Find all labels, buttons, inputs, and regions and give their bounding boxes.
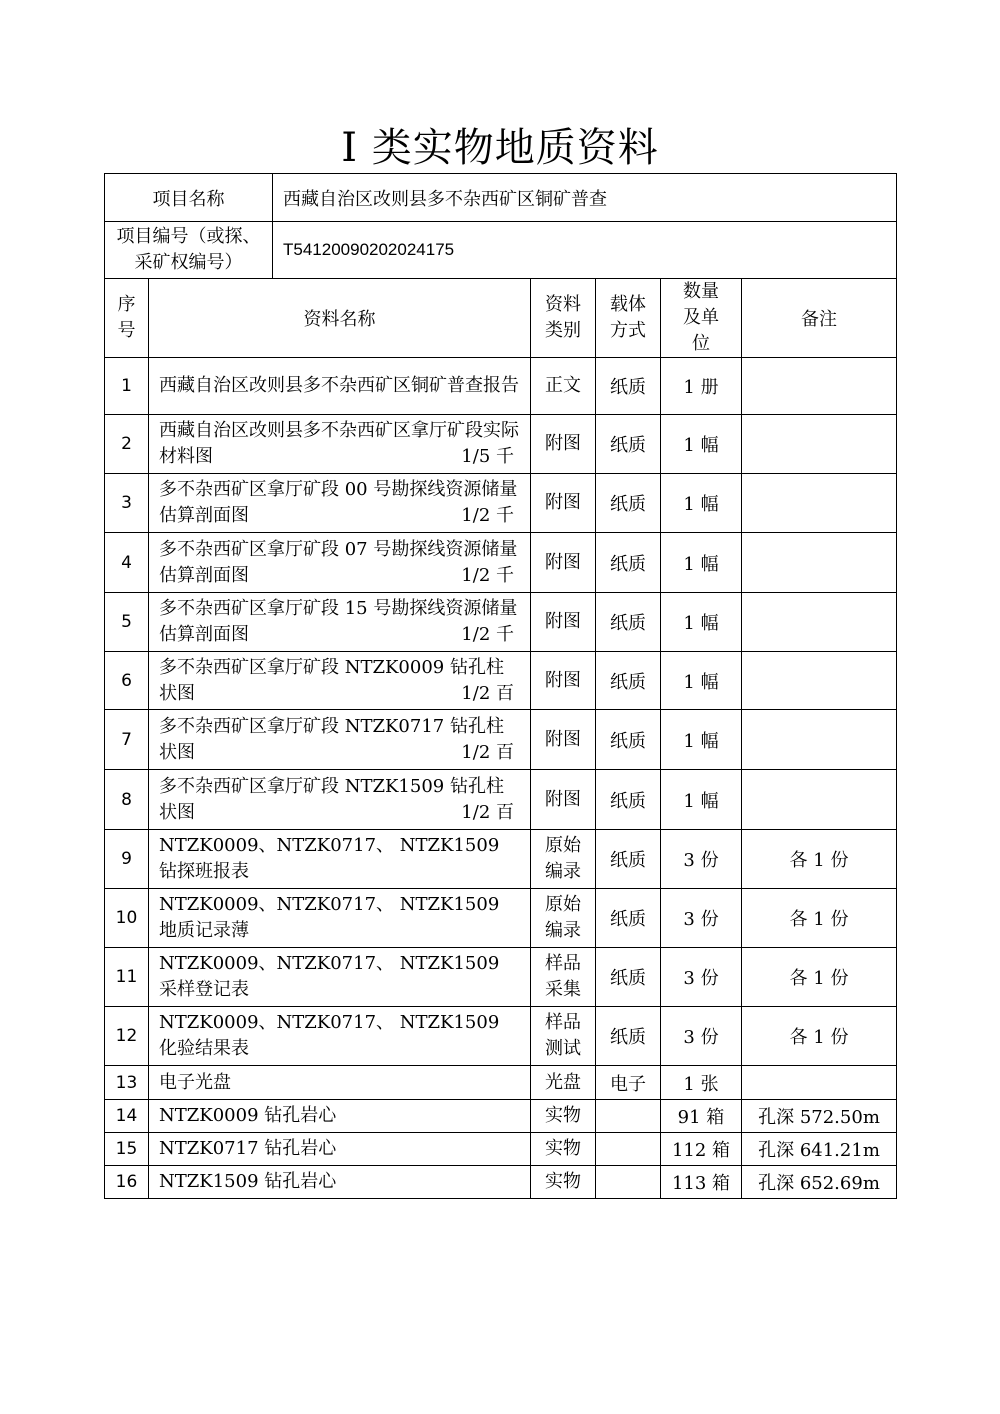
row-qty: 1 幅 xyxy=(661,533,742,593)
row-note: 各 1 份 xyxy=(742,889,897,948)
row-qty: 113 箱 xyxy=(661,1166,742,1199)
row-seq: 11 xyxy=(105,948,149,1007)
row-note xyxy=(742,474,897,533)
row-medium: 纸质 xyxy=(596,770,661,830)
row-name-text: NTZK0717 钻孔岩心 xyxy=(159,1138,337,1159)
table-row xyxy=(105,593,897,652)
row-type: 实物 xyxy=(531,1166,596,1199)
row-note: 各 1 份 xyxy=(742,948,897,1007)
row-qty: 1 张 xyxy=(661,1066,742,1100)
row-qty: 1 幅 xyxy=(661,710,742,770)
row-scale: 1/2 百 xyxy=(461,741,514,763)
row-name-text: 多不杂西矿区拿厅矿段 15 号勘探线资源储量估算剖面图 xyxy=(159,598,518,645)
row-seq: 7 xyxy=(105,710,149,770)
table-row xyxy=(105,710,897,770)
table-row xyxy=(105,1100,897,1133)
row-name-text: 多不杂西矿区拿厅矿段 NTZK1509 钻孔柱状图 xyxy=(159,775,504,823)
table-row xyxy=(105,1166,897,1199)
row-name-text: NTZK0009、NTZK0717、 NTZK1509 钻探班报表 xyxy=(159,835,500,882)
project-code-value: T54120090202024175 xyxy=(273,222,897,279)
row-name-text: 多不杂西矿区拿厅矿段 NTZK0009 钻孔柱状图 xyxy=(159,656,504,704)
row-medium xyxy=(596,1133,661,1166)
row-medium: 纸质 xyxy=(596,358,661,415)
row-type: 附图 xyxy=(531,710,596,770)
row-name-text: NTZK0009 钻孔岩心 xyxy=(159,1105,337,1126)
row-medium: 纸质 xyxy=(596,830,661,889)
row-note: 孔深 652.69m xyxy=(742,1166,897,1199)
table-row xyxy=(105,415,897,474)
row-seq: 1 xyxy=(105,358,149,415)
row-type: 原始编录 xyxy=(531,830,596,889)
table-row xyxy=(105,948,897,1007)
row-qty: 1 幅 xyxy=(661,652,742,710)
row-qty: 3 份 xyxy=(661,948,742,1007)
row-medium: 纸质 xyxy=(596,474,661,533)
project-name-label: 项目名称 xyxy=(105,174,273,222)
row-type: 附图 xyxy=(531,593,596,652)
row-name-text: 多不杂西矿区拿厅矿段 00 号勘探线资源储量估算剖面图 xyxy=(159,479,518,526)
row-seq: 2 xyxy=(105,415,149,474)
row-name xyxy=(149,533,531,593)
row-name xyxy=(149,889,531,948)
row-seq: 14 xyxy=(105,1100,149,1133)
row-name-text: 多不杂西矿区拿厅矿段 07 号勘探线资源储量估算剖面图 xyxy=(159,538,518,586)
row-name xyxy=(149,593,531,652)
row-name xyxy=(149,710,531,770)
row-note: 各 1 份 xyxy=(742,830,897,889)
row-medium: 纸质 xyxy=(596,533,661,593)
row-scale: 1/2 百 xyxy=(461,682,514,704)
row-medium: 纸质 xyxy=(596,889,661,948)
row-name-text: 电子光盘 xyxy=(159,1071,231,1093)
row-note xyxy=(742,415,897,474)
row-name-text: NTZK0009、NTZK0717、 NTZK1509 采样登记表 xyxy=(159,953,500,1000)
project-code-row xyxy=(105,222,897,279)
row-qty: 3 份 xyxy=(661,1007,742,1066)
row-type: 附图 xyxy=(531,415,596,474)
row-name xyxy=(149,830,531,889)
project-code-label: 项目编号（或探、采矿权编号） xyxy=(105,222,273,279)
header-name: 资料名称 xyxy=(149,279,531,358)
row-medium xyxy=(596,1166,661,1199)
row-qty: 3 份 xyxy=(661,830,742,889)
row-type: 样品测试 xyxy=(531,1007,596,1066)
row-type: 样品采集 xyxy=(531,948,596,1007)
row-type: 原始编录 xyxy=(531,889,596,948)
row-note xyxy=(742,1066,897,1100)
header-note: 备注 xyxy=(742,279,897,358)
table-row xyxy=(105,358,897,415)
row-scale: 1/5 千 xyxy=(461,446,514,467)
row-name-text: 多不杂西矿区拿厅矿段 NTZK0717 钻孔柱状图 xyxy=(159,715,504,763)
row-seq: 6 xyxy=(105,652,149,710)
row-type: 附图 xyxy=(531,770,596,830)
row-seq: 9 xyxy=(105,830,149,889)
row-note xyxy=(742,710,897,770)
row-name xyxy=(149,1066,531,1100)
row-medium: 电子 xyxy=(596,1066,661,1100)
row-scale: 1/2 百 xyxy=(461,801,514,823)
row-type: 附图 xyxy=(531,474,596,533)
header-seq: 序号 xyxy=(105,279,149,358)
row-medium: 纸质 xyxy=(596,1007,661,1066)
row-note xyxy=(742,358,897,415)
row-note xyxy=(742,652,897,710)
row-name xyxy=(149,652,531,710)
row-note: 孔深 572.50m xyxy=(742,1100,897,1133)
row-name xyxy=(149,770,531,830)
row-qty: 1 幅 xyxy=(661,593,742,652)
row-name-text: 西藏自治区改则县多不杂西矿区拿厅矿段实际材料图 xyxy=(159,420,519,467)
table-row xyxy=(105,770,897,830)
row-scale: 1/2 千 xyxy=(461,624,514,645)
row-type: 附图 xyxy=(531,652,596,710)
row-note: 各 1 份 xyxy=(742,1007,897,1066)
page-title: I 类实物地质资料 xyxy=(341,125,659,171)
row-qty: 1 幅 xyxy=(661,415,742,474)
data-table xyxy=(104,173,897,1199)
table-row xyxy=(105,1007,897,1066)
row-name xyxy=(149,474,531,533)
row-seq: 10 xyxy=(105,889,149,948)
row-medium: 纸质 xyxy=(596,415,661,474)
row-seq: 4 xyxy=(105,533,149,593)
row-medium: 纸质 xyxy=(596,652,661,710)
row-name-text: NTZK0009、NTZK0717、 NTZK1509 化验结果表 xyxy=(159,1012,500,1059)
table-row xyxy=(105,533,897,593)
row-qty: 1 幅 xyxy=(661,770,742,830)
table-row xyxy=(105,1133,897,1166)
table-row xyxy=(105,889,897,948)
row-type: 实物 xyxy=(531,1133,596,1166)
header-qty: 数量及单位 xyxy=(661,279,742,358)
row-seq: 15 xyxy=(105,1133,149,1166)
row-name xyxy=(149,1007,531,1066)
row-type: 光盘 xyxy=(531,1066,596,1100)
row-name xyxy=(149,1100,531,1133)
row-name xyxy=(149,1166,531,1199)
row-qty: 112 箱 xyxy=(661,1133,742,1166)
row-name-text: 西藏自治区改则县多不杂西矿区铜矿普查报告 xyxy=(159,375,519,396)
row-note xyxy=(742,770,897,830)
row-type: 正文 xyxy=(531,358,596,415)
row-name xyxy=(149,415,531,474)
row-medium: 纸质 xyxy=(596,948,661,1007)
header-medium: 载体方式 xyxy=(596,279,661,358)
row-seq: 5 xyxy=(105,593,149,652)
row-name xyxy=(149,948,531,1007)
table-row xyxy=(105,1066,897,1100)
row-seq: 3 xyxy=(105,474,149,533)
row-scale: 1/2 千 xyxy=(461,564,514,586)
row-name-text: NTZK0009、NTZK0717、 NTZK1509 地质记录薄 xyxy=(159,894,500,941)
row-medium: 纸质 xyxy=(596,593,661,652)
row-qty: 1 幅 xyxy=(661,474,742,533)
row-note: 孔深 641.21m xyxy=(742,1133,897,1166)
row-name-text: NTZK1509 钻孔岩心 xyxy=(159,1171,337,1192)
row-note xyxy=(742,593,897,652)
header-type: 资料类别 xyxy=(531,279,596,358)
table-row xyxy=(105,474,897,533)
header-row xyxy=(105,279,897,358)
table-row xyxy=(105,652,897,710)
row-name xyxy=(149,358,531,415)
row-name xyxy=(149,1133,531,1166)
row-qty: 1 册 xyxy=(661,358,742,415)
row-seq: 12 xyxy=(105,1007,149,1066)
row-type: 附图 xyxy=(531,533,596,593)
row-medium xyxy=(596,1100,661,1133)
row-note xyxy=(742,533,897,593)
project-name-value: 西藏自治区改则县多不杂西矿区铜矿普查 xyxy=(273,174,897,222)
row-medium: 纸质 xyxy=(596,710,661,770)
row-seq: 8 xyxy=(105,770,149,830)
project-name-row xyxy=(105,174,897,222)
row-seq: 16 xyxy=(105,1166,149,1199)
row-qty: 3 份 xyxy=(661,889,742,948)
table-row xyxy=(105,830,897,889)
row-seq: 13 xyxy=(105,1066,149,1100)
row-type: 实物 xyxy=(531,1100,596,1133)
row-scale: 1/2 千 xyxy=(461,505,514,526)
row-qty: 91 箱 xyxy=(661,1100,742,1133)
